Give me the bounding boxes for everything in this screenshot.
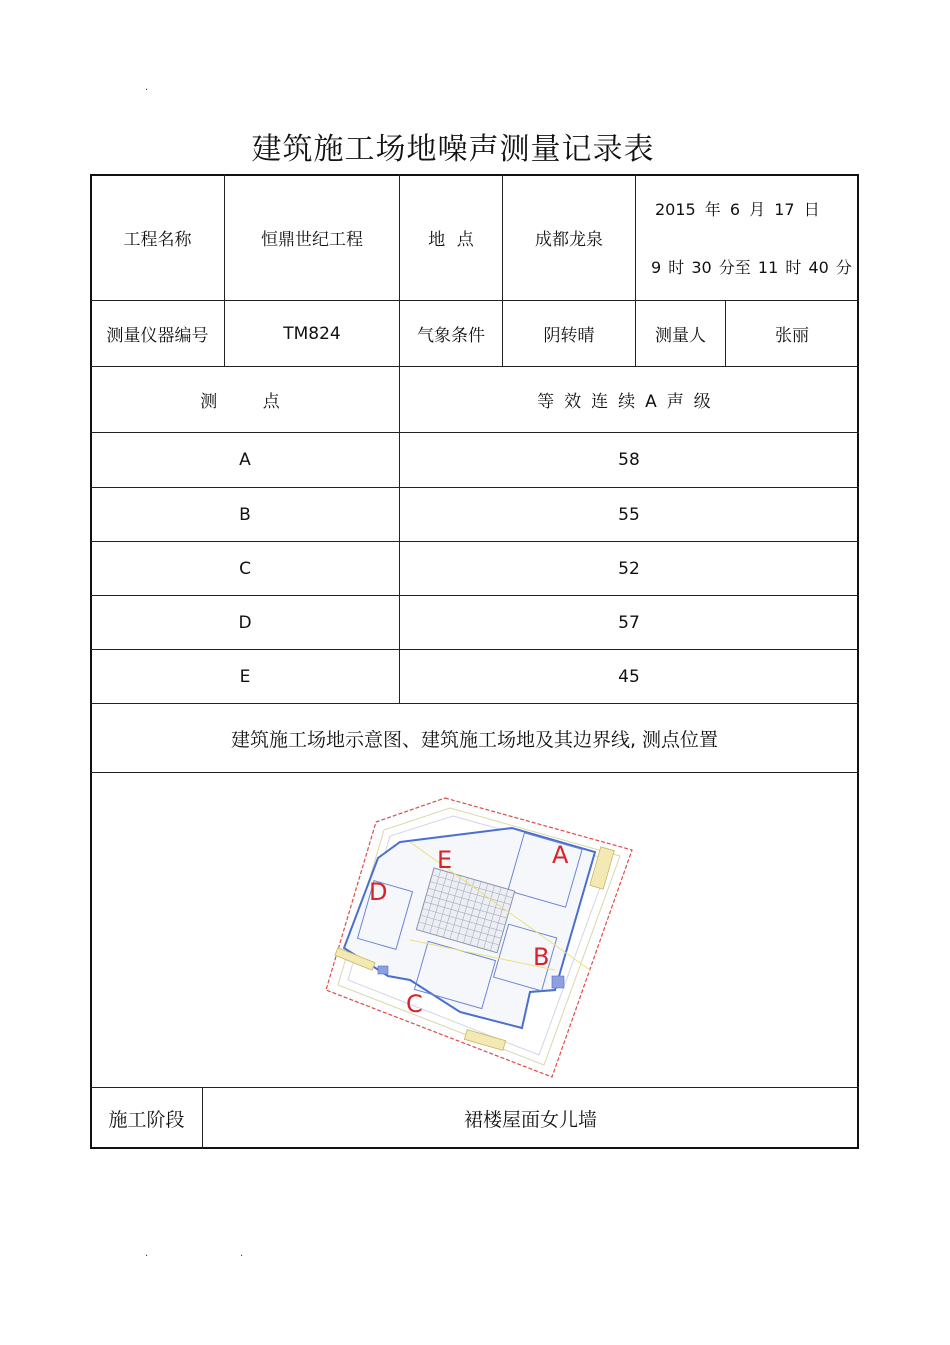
point-label-b: B [533, 943, 550, 971]
sound-level: 57 [618, 612, 640, 633]
weather-value: 阴转晴 [543, 326, 595, 346]
measure-point: A [239, 450, 251, 470]
sound-level-header: 等效连续A声级 [537, 392, 721, 412]
row-line [90, 772, 859, 773]
measure-point: E [239, 666, 251, 687]
point-label-a: A [552, 841, 569, 869]
weather-label: 气象条件 [417, 326, 485, 346]
surveyor-label: 测量人 [655, 326, 706, 346]
site-plan-map [290, 780, 650, 1080]
measurement-time: 9 时 30 分至 11 时 40 分 [651, 258, 852, 277]
sound-level: 58 [618, 450, 640, 470]
instrument-label: 测量仪器编号 [106, 326, 209, 346]
measure-point: C [239, 558, 251, 579]
measure-point: B [239, 504, 251, 525]
sound-level: 52 [618, 558, 640, 579]
page-title: 建筑施工场地噪声测量记录表 [251, 132, 655, 167]
point-label-d: D [369, 878, 388, 906]
page-mark-bottom-left: . [145, 1248, 149, 1259]
construction-stage-label: 施工阶段 [108, 1108, 185, 1131]
surveyor-value: 张丽 [775, 326, 809, 346]
page-mark-top: . [145, 82, 149, 93]
project-name-value: 恒鼎世纪工程 [261, 230, 363, 250]
project-name-label: 工程名称 [123, 230, 192, 250]
instrument-value: TM824 [283, 323, 341, 344]
location-value: 成都龙泉 [535, 230, 603, 250]
construction-stage-value: 裙楼屋面女儿墙 [463, 1108, 597, 1131]
site-plan-caption: 建筑施工场地示意图、建筑施工场地及其边界线, 测点位置 [230, 728, 719, 751]
measurement-date: 2015 年 6 月 17 日 [655, 200, 820, 219]
sound-level: 45 [618, 666, 640, 687]
measure-point: D [238, 612, 252, 633]
point-label-e: E [437, 846, 453, 874]
sound-level: 55 [618, 504, 640, 525]
page-mark-bottom-right: . [240, 1248, 244, 1259]
point-label-c: C [406, 990, 423, 1018]
location-label: 地 点 [428, 230, 474, 250]
measure-point-header: 测 点 [200, 392, 290, 412]
